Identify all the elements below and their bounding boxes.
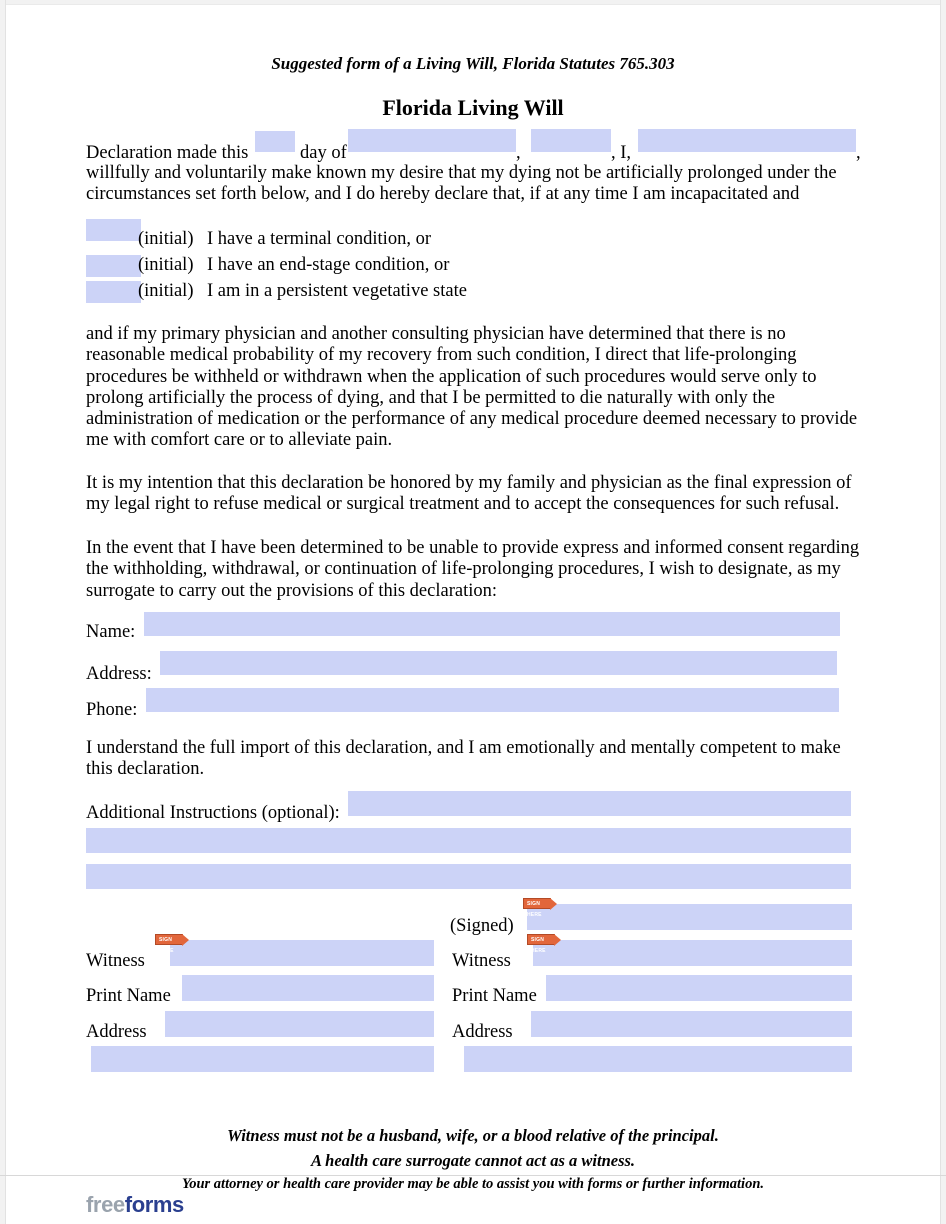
sign-here-flag-witness1[interactable]: SIGN HERE (155, 934, 183, 945)
surrogate-name-label: Name: (86, 622, 136, 642)
month-input[interactable] (348, 129, 516, 152)
initial-label-vegetative: (initial) (138, 281, 194, 301)
comma-end-label: , (856, 143, 861, 163)
witness2-label: Witness (452, 951, 511, 971)
witness1-label: Witness (86, 951, 145, 971)
surrogate-address-input[interactable] (160, 651, 837, 675)
initial-text-vegetative: I am in a persistent vegetative state (207, 281, 467, 301)
witness1-print-name-label: Print Name (86, 986, 171, 1006)
paragraph-physician-determination: and if my primary physician and another consulting physician have determined that there is no reasonable medical probability of my recovery from such condition, I direct that life-prolonging procedures be withheld or withdrawn when the application of such procedures would serve only to prolong artificially the process of dying, and that I be permitted to die naturally with only the administration of medication or the performance of any medical procedure deemed necessary to provide me with comfort care or to alleviate pain. (86, 324, 858, 451)
paragraph-intention: It is my intention that this declaration be honored by my family and physician as the final expression of my legal right to refuse medical or surgical treatment and to accept the consequences for such refusal. (86, 473, 852, 515)
witness2-print-name-label: Print Name (452, 986, 537, 1006)
signature-input[interactable] (527, 904, 852, 930)
brand-logo-free: free (86, 1192, 125, 1217)
day-of-label: day of (300, 143, 347, 163)
witness2-address-label: Address (452, 1022, 513, 1042)
brand-logo-forms: forms (124, 1192, 184, 1217)
witness2-signature-input[interactable] (533, 940, 852, 966)
footnote-attorney-advice: Your attorney or health care provider may be able to assist you with forms or further information. (181, 1176, 765, 1192)
witness1-address-input-line2[interactable] (91, 1046, 434, 1072)
comma-after-month: , (516, 143, 521, 163)
year-input[interactable] (531, 129, 611, 152)
declarant-name-input[interactable] (638, 129, 856, 152)
additional-instructions-line3[interactable] (86, 864, 851, 889)
additional-instructions-line1[interactable] (348, 791, 851, 816)
page-edge-right (940, 0, 946, 1224)
witness2-print-name-input[interactable] (546, 975, 852, 1001)
page-edge-top (0, 0, 946, 5)
signed-label: (Signed) (450, 916, 514, 936)
page-title: Florida Living Will (382, 95, 564, 120)
witness2-address-input[interactable] (531, 1011, 852, 1037)
additional-instructions-label: Additional Instructions (optional): (86, 803, 340, 823)
surrogate-phone-label: Phone: (86, 700, 138, 720)
document-subtitle: Suggested form of a Living Will, Florida Statutes 765.303 (271, 54, 675, 73)
witness2-address-input-line2[interactable] (464, 1046, 852, 1072)
page-edge-left (0, 0, 6, 1224)
surrogate-name-input[interactable] (144, 612, 840, 636)
paragraph-understanding: I understand the full import of this declaration, and I am emotionally and mentally competent to make this declaration. (86, 738, 841, 780)
initial-input-endstage[interactable] (86, 255, 141, 277)
initial-text-terminal: I have a terminal condition, or (207, 229, 431, 249)
initial-label-terminal: (initial) (138, 229, 194, 249)
footnote-witness-restriction: Witness must not be a husband, wife, or a blood relative of the principal. (227, 1126, 719, 1145)
brand-logo[interactable] (86, 1192, 184, 1218)
sign-here-flag-signature[interactable]: SIGN HERE (523, 898, 551, 909)
additional-instructions-line2[interactable] (86, 828, 851, 853)
footer-divider (0, 1175, 946, 1176)
initial-input-terminal[interactable] (86, 219, 141, 241)
initial-label-endstage: (initial) (138, 255, 194, 275)
witness1-address-input[interactable] (165, 1011, 434, 1037)
initial-input-vegetative[interactable] (86, 281, 141, 303)
surrogate-address-label: Address: (86, 664, 152, 684)
comma-i-label: , I, (611, 143, 632, 163)
witness1-print-name-input[interactable] (182, 975, 434, 1001)
surrogate-phone-input[interactable] (146, 688, 839, 712)
declaration-lead-label: Declaration made this (86, 143, 249, 163)
witness1-signature-input[interactable] (170, 940, 434, 966)
sign-here-flag-witness2[interactable]: SIGN HERE (527, 934, 555, 945)
footnote-surrogate-restriction: A health care surrogate cannot act as a witness. (310, 1151, 636, 1170)
initial-text-endstage: I have an end-stage condition, or (207, 255, 450, 275)
declaration-continuation: willfully and voluntarily make known my desire that my dying not be artificially prolonged under the circumstances set forth below, and I do hereby declare that, if at any time I am incapacitated and (86, 163, 837, 205)
day-input[interactable] (255, 131, 295, 152)
witness1-address-label: Address (86, 1022, 147, 1042)
paragraph-surrogate-designation: In the event that I have been determined to be unable to provide express and informed consent regarding the withholding, withdrawal, or continuation of life-prolonging procedures, I wish to designate, as my surrogate to carry out the provisions of this declaration: (86, 538, 860, 601)
